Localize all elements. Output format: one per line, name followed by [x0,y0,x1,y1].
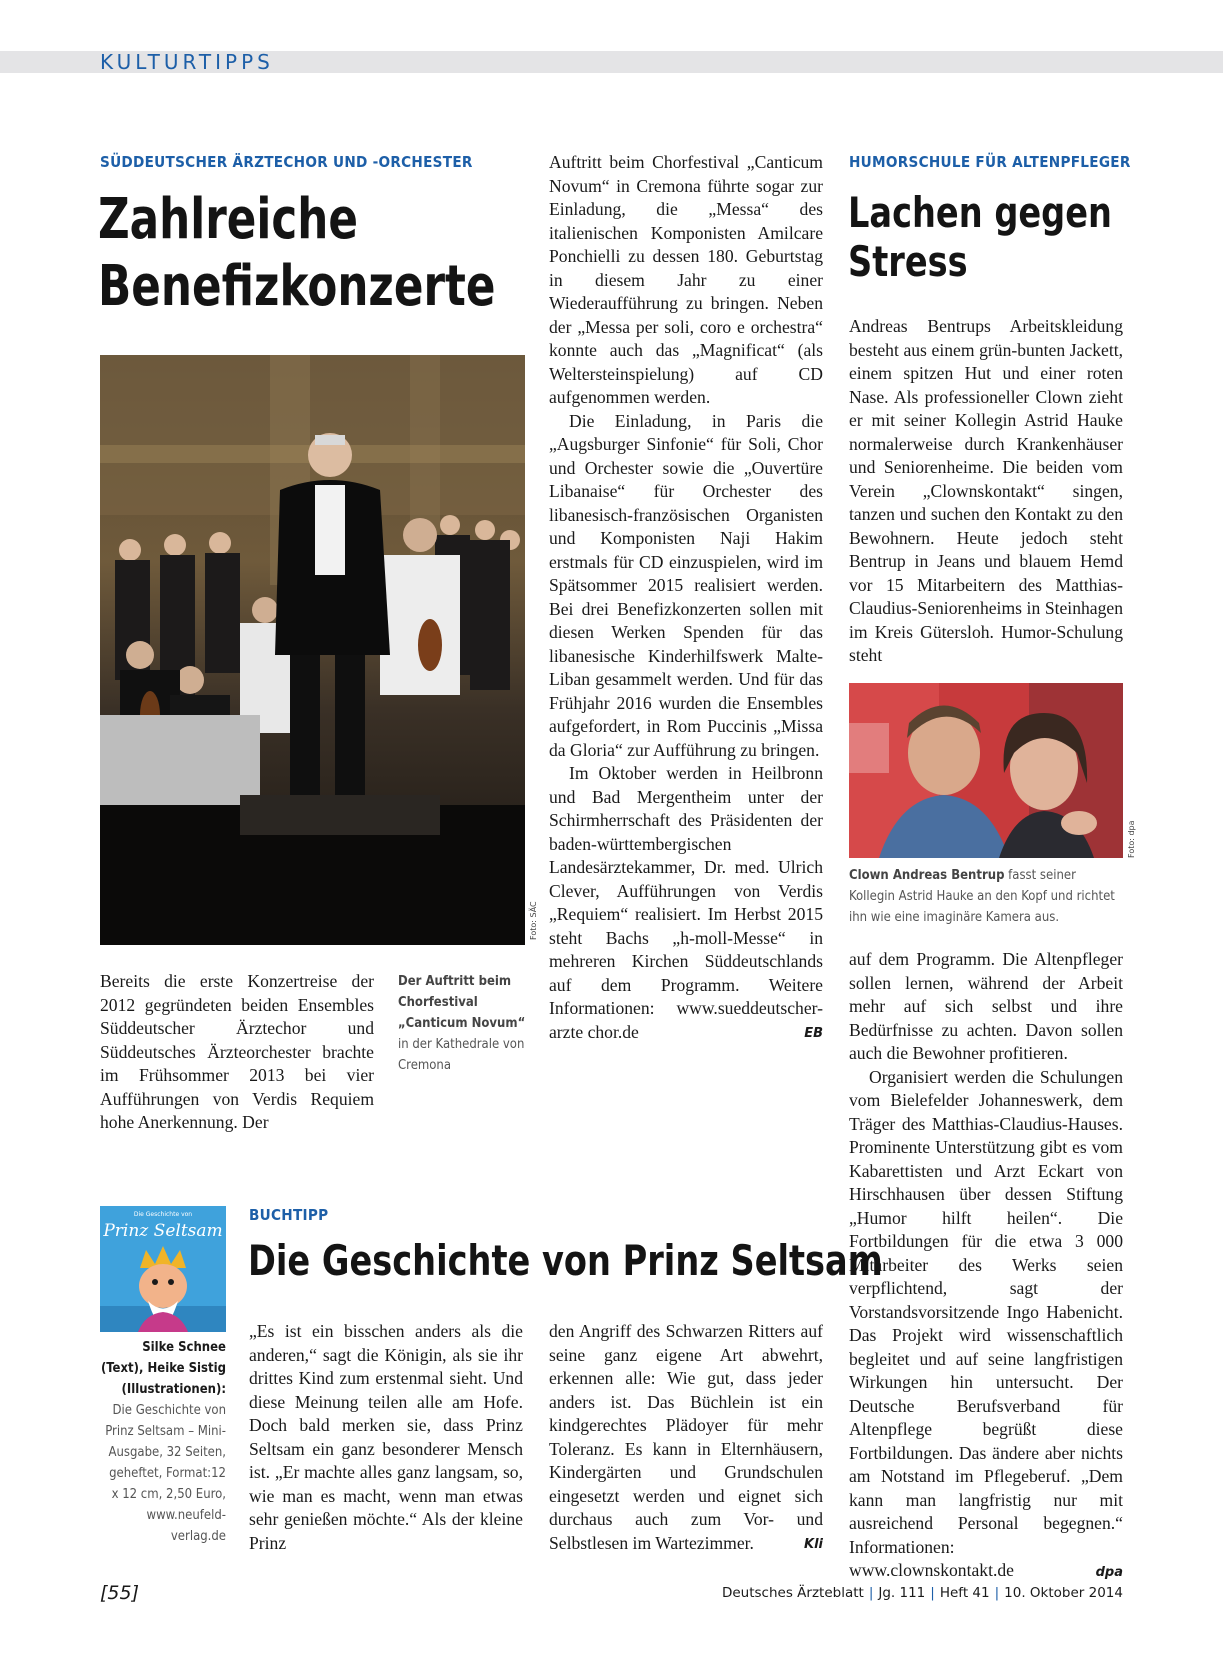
caption-bold: Der Auftritt beim Chorfestival „Canticum Novum“ [398,974,526,1031]
book-cover-small-title: Die Geschichte von [133,1211,193,1218]
article3-text-col2 [549,1320,823,1555]
article3-paragraph: den Angriff des Schwarzen Ritters auf seine ganz eigene Art abwehrt, erkennen alle: Wie gut, dass jeder anders ist. Das Büchlein ist ein kindgerechtes Plädoyer für mehr Toleranz. Es kann in Elternhäusern, Kindergärten und Grundschulen eingesetzt werden und eignet sich durchaus auch zum Vor- und Selbstlesen im Wartezimmer. [549,1321,823,1553]
article2-headline-line1: Lachen gegen [848,188,1112,237]
article3-kicker: BUCHTIPP [249,1206,329,1224]
concert-photo [100,355,525,945]
article1-signature: EB [804,1026,823,1041]
footer-publication: Deutsches Ärzteblatt [721,1585,864,1601]
article2-signature: dpa [1095,1564,1123,1580]
clown-photo [849,683,1123,858]
footer-volume: Jg. 111 [878,1585,926,1601]
article2-kicker: HUMORSCHULE FÜR ALTENPFLEGER [849,153,1131,171]
clown-photo-credit: Foto: dpa [1127,820,1136,858]
book-cover [100,1206,226,1332]
article2-headline-line2: Stress [848,237,968,286]
page-number: [55] [100,1582,140,1604]
caption-text: fasst seiner Kollegin Astrid Hauke an den Kopf und richtet ihn wie eine imaginäre Kamera aus. [849,868,1115,925]
article3-text-col1 [249,1320,523,1555]
caption-bold: Clown Andreas Bentrup [849,868,1005,883]
concert-photo-credit: Foto: SÄC [529,901,538,940]
footer-issue: Heft 41 [939,1585,990,1601]
article2-paragraph: auf dem Programm. Die Altenpfleger sollen lernen, während der Arbeit mehr auf sich selbst und ihre Bedürfnisse zu achten. Davon sollen auch die Bewohner profitieren. [849,949,1123,1063]
article1-paragraph: Die Einladung, in Paris die „Augsburger Sinfonie“ für Soli, Chor und Orchester sowie die „Ouvertüre Libanaise“ für Orchester des libanesisch-französischen Organisten und Komponisten Naji Hakim erstmals für CD einzuspielen, wird im Spätsommer 2015 realisiert werden. Bei drei Benefizkonzerten sollen mit diesen Werken Spenden für das libanesische Kinderhilfswerk Malte-Liban gesammelt werden. Und für das Frühjahr 2016 wurden die Ensembles aufgefordert, in Rom Puccinis „Missa da Gloria“ zur Aufführung zu bringen. [549,410,823,760]
article1-paragraph: Auftritt beim Chorfestival „Canticum Novum“ in Cremona führte sogar zur Einladung, die „Messa“ des italienischen Komponisten Amilcare Ponchielli zu dessen 180. Geburtstag in diesem Jahr zu einer Wiederaufführung zu bringen. Neben der „Messa per soli, coro e orchestra“ konnte auch das „Magnificat“ (als Weltersteinspielung) auf CD aufgenommen werden. [549,152,823,407]
footer-date: 10. Oktober 2014 [1004,1585,1123,1601]
clown-photo-caption [849,865,1123,928]
book-info-text: Die Geschichte von Prinz Seltsam – Mini-Ausgabe, 32 Seiten, geheftet, Format:12 x 12 cm, 2,50 Euro, www.neufeld-verlag.de [105,1403,226,1544]
caption-text: in der Kathedrale von Cremona [398,1037,525,1073]
article1-text-col1 [100,970,374,1135]
section-label: KULTURTIPPS [100,50,274,74]
book-cover-title: Prinz Seltsam [103,1221,223,1241]
article1-paragraph: Bereits die erste Konzertreise der 2012 gegründeten beiden Ensembles Süddeutscher Ärztechor und Süddeutsches Ärzteorchester brachte im Frühsommer 2013 bei vier Aufführungen von Verdis Requiem hohe Anerkennung. Der [100,971,374,1132]
article1-headline-line1: Zahlreiche [98,187,358,252]
article2-text-bottom [849,948,1123,1583]
article1-text-col2 [549,151,823,1044]
article1-headline-line2: Benefizkonzerte [98,254,496,319]
article2-paragraph: Andreas Bentrups Arbeitskleidung besteht aus einem grün-bunten Jackett, einem spitzen Hut und einer roten Nase. Als professioneller Clown zieht er mit seiner Kollegin Astrid Hauke normalerweise durch Krankenhäuser und Seniorenheime. Die beiden vom Verein „Clownskontakt“ singen, tanzen und suchen den Kontakt zu den Bewohnern. Heute jedoch steht Bentrup in Jeans und blauem Hemd vor 15 Mitarbeitern des Matthias-Claudius-Seniorenheims in Steinhagen im Kreis Gütersloh. Humor-Schulung steht [849,316,1123,665]
book-info [100,1337,226,1547]
article3-paragraph: „Es ist ein bisschen anders als die anderen,“ sagt die Königin, als sie ihr drittes Kind zum erstenmal sieht. Und diese Meinung teilen alle am Hofe. Doch bald merken sie, dass Prinz Seltsam ein ganz besonderer Mensch ist. „Er machte alles ganz langsam, so, wie man es macht, wenn man etwas sehr genießen möchte.“ Als der kleine Prinz [249,1321,523,1553]
article1-kicker: SÜDDEUTSCHER ÄRZTECHOR UND -ORCHESTER [100,153,473,171]
article2-text-top [849,315,1123,668]
book-info-bold: Silke Schnee (Text), Heike Sistig (Illustrationen): [100,1340,226,1397]
article1-paragraph: Im Oktober werden in Heilbronn und Bad Mergentheim unter der Schirmherrschaft des Präsidenten der baden-württembergischen Landesärztekammer, Dr. med. Ulrich Clever, Aufführungen von Verdis „Requiem“ realisiert. Im Herbst 2015 steht Bachs „h-moll-Messe“ in mehreren Kirchen Süddeutschlands auf dem Programm. Weitere Informationen: www.sueddeutscher-arzte chor.de [549,763,823,1042]
article3-signature: Kli [804,1537,823,1552]
article3-headline: Die Geschichte von Prinz Seltsam [248,1236,883,1285]
footer-publication-info: Deutsches Ärzteblatt | Jg. 111 | Heft 41 | 10. Oktober 2014 [721,1585,1123,1601]
article2-paragraph: Organisiert werden die Schulungen vom Bielefelder Johanneswerk, dem Träger des Matthias-Claudius-Hauses. Prominente Unterstützung gibt es vom Kabarettisten und Arzt Eckart von Hirschhausen über dessen Stiftung „Humor hilft heilen“. Die Fortbildungen für die etwa 3 000 Mitarbeiter des Werks seien verpflichtend, sagt der Vorstandsvorsitzende Ingo Habenicht. Das Projekt wird wissenschaftlich begleitet und auf seine langfristigen Wirkungen hin untersucht. Der Deutsche Berufsverband für Altenpflege begrüßt diese Fortbildungen. Das ändere aber nichts am Notstand im Pflegeberuf. „Dem kann man langfristig nur mit ausreichend Personal begegnen.“ Informationen: www.clownskontakt.de [849,1066,1123,1580]
concert-photo-caption [398,971,526,1076]
